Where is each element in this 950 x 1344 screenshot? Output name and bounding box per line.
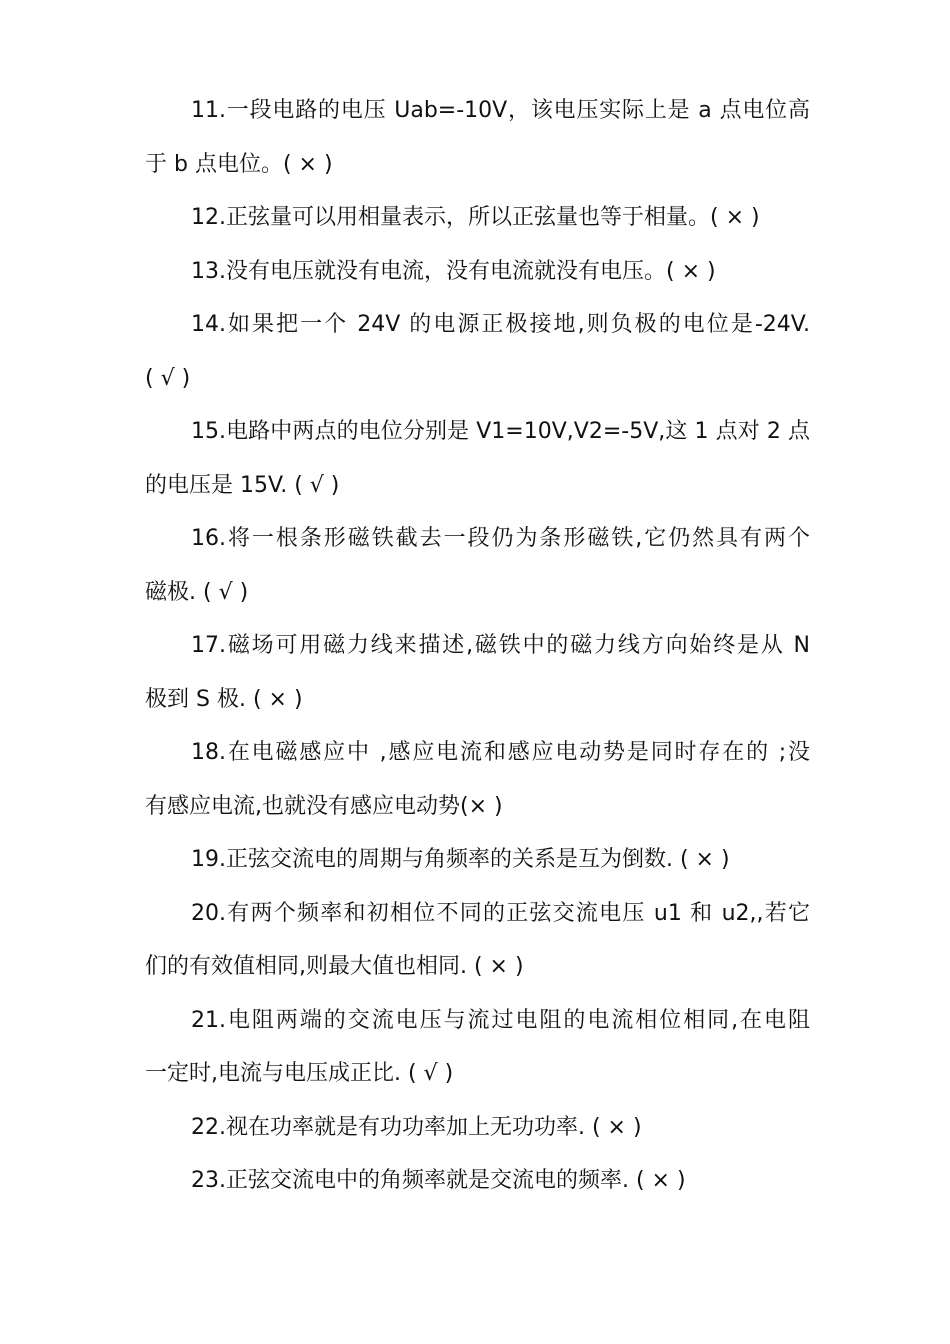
q22-line: 22.视在功率就是有功功率加上无功功率. ( × ) xyxy=(191,1114,642,1140)
q11-line-1: 11.一段电路的电压 Uab=-10V，该电压实际上是 a 点电位高 xyxy=(191,98,810,123)
q18-line-1: 18.在电磁感应中 ,感应电流和感应电动势是同时存在的 ;没 xyxy=(191,740,810,765)
q11-line-2: 于 b 点电位。( × ) xyxy=(145,151,333,177)
q21-line-2: 一定时,电流与电压成正比. ( √ ) xyxy=(145,1061,454,1086)
q14-line-1: 14.如果把一个 24V 的电源正极接地,则负极的电位是-24V. xyxy=(191,312,810,337)
q15-line-2: 的电压是 15V. ( √ ) xyxy=(145,472,340,498)
q16-line-2: 磁极. ( √ ) xyxy=(145,579,249,605)
q17-line-2: 极到 S 极. ( × ) xyxy=(145,686,303,712)
q13-line: 13.没有电压就没有电流，没有电流就没有电压。( × ) xyxy=(191,258,716,284)
q20-line-1: 20.有两个频率和初相位不同的正弦交流电压 u1 和 u2,,若它 xyxy=(191,900,810,926)
q15-line-1: 15.电路中两点的电位分别是 V1=10V,V2=-5V,这 1 点对 2 点 xyxy=(191,419,810,444)
q21-line-1: 21.电阻两端的交流电压与流过电阻的电流相位相同,在电阻 xyxy=(191,1007,810,1033)
q12-line: 12.正弦量可以用相量表示，所以正弦量也等于相量。( × ) xyxy=(191,205,760,230)
q20-line-2: 们的有效值相同,则最大值也相同. ( × ) xyxy=(145,954,524,979)
q16-line-1: 16.将一根条形磁铁截去一段仍为条形磁铁,它仍然具有两个 xyxy=(191,526,810,551)
q19-line: 19.正弦交流电的周期与角频率的关系是互为倒数. ( × ) xyxy=(191,847,730,872)
document-page xyxy=(145,84,810,1208)
q23-line: 23.正弦交流电中的角频率就是交流电的频率. ( × ) xyxy=(191,1168,686,1193)
q18-line-2: 有感应电流,也就没有感应电动势(× ) xyxy=(145,793,503,819)
q17-line-1: 17.磁场可用磁力线来描述,磁铁中的磁力线方向始终是从 N xyxy=(191,633,810,658)
q14-line-2: ( √ ) xyxy=(145,365,191,391)
